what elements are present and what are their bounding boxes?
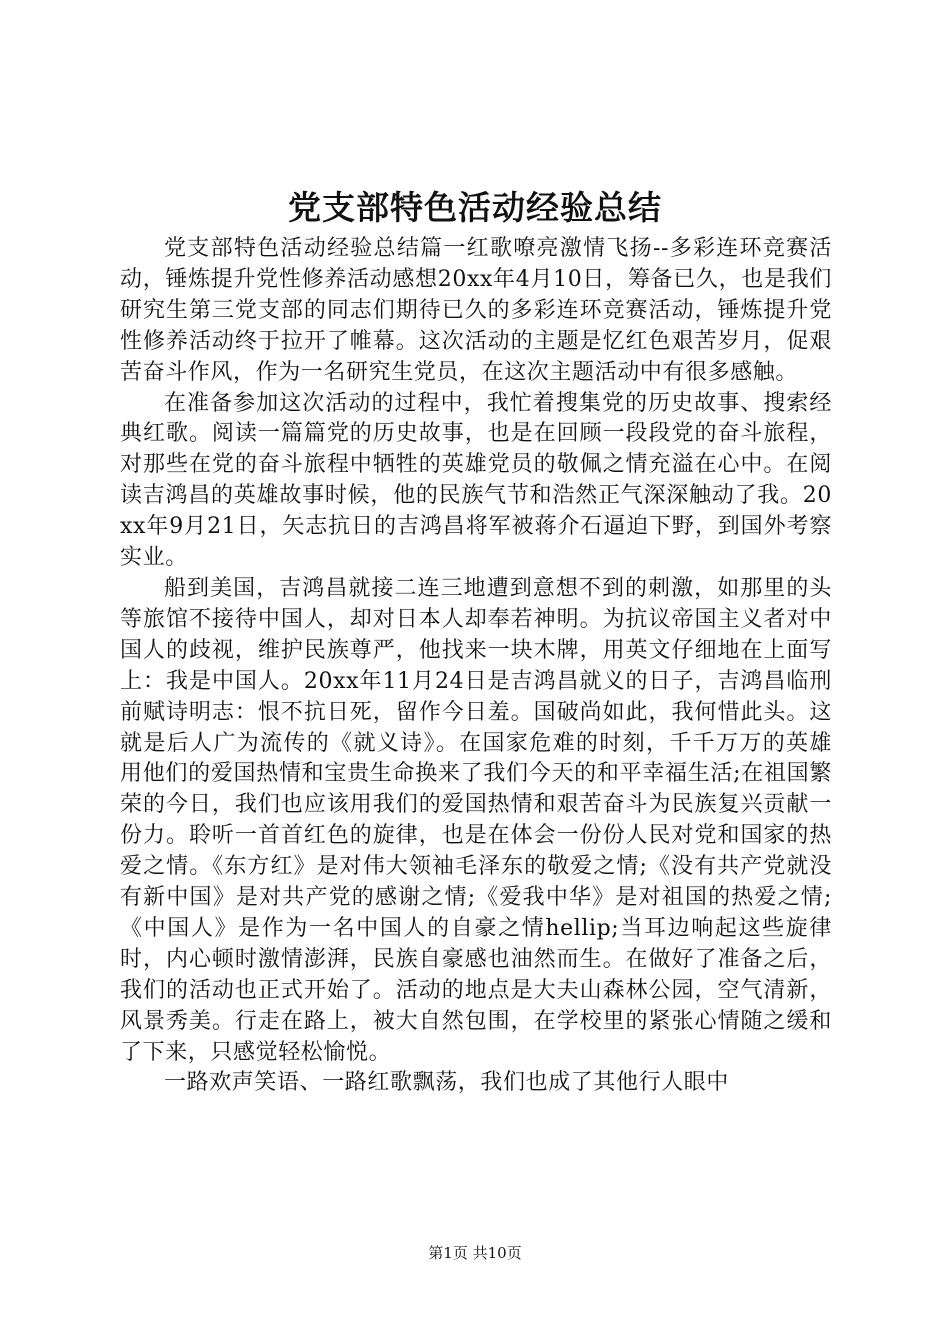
paragraph: 船到美国，吉鸿昌就接二连三地遭到意想不到的刺激，如那里的头等旅馆不接待中国人，却对日本人却奉若神明。为抗议帝国主义者对中国人的歧视，维护民族尊严，他找来一块木牌，用英文仔细地在上面写上：我是中国人。20xx年11月24日是吉鸿昌就义的日子，吉鸿昌临刑前赋诗明志：恨不抗日死，留作今日羞。国破尚如此，我何惜此头。这就是后人广为流传的《就义诗》。在国家危难的时刻，千千万万的英雄用他们的爱国热情和宝贵生命换来了我们今天的和平幸福生活;在祖国繁荣的今日，我们也应该用我们的爱国热情和艰苦奋斗为民族复兴贡献一份力。聆听一首首红色的旋律，也是在体会一份份人民对党和国家的热爱之情。《东方红》是对伟大领袖毛泽东的敬爱之情;《没有共产党就没有新中国》是对共产党的感谢之情;《爱我中华》是对祖国的热爱之情;《中国人》是作为一名中国人的自豪之情hellip;当耳边响起这些旋律时，内心顿时激情澎湃，民族自豪感也油然而生。在做好了准备之后，我们的活动也正式开始了。活动的地点是大夫山森林公园，空气清新，风景秀美。行走在路上，被大自然包围，在学校里的紧张心情随之缓和了下来，只感觉轻松愉悦。: [120, 575, 832, 1065]
paragraph: 一路欢声笑语、一路红歌飘荡，我们也成了其他行人眼中: [164, 1070, 730, 1096]
paragraph: 党支部特色活动经验总结篇一红歌嘹亮激情飞扬--多彩连环竞赛活动，锤炼提升党性修养活动感想20xx年4月10日，筹备已久，也是我们研究生第三党支部的同志们期待已久的多彩连环竞赛活动，锤炼提升党性修养活动终于拉开了帷幕。这次活动的主题是忆红色艰苦岁月，促艰苦奋斗作风，作为一名研究生党员，在这次主题活动中有很多感触。: [120, 236, 832, 385]
document-body: [120, 234, 832, 1099]
page-number-footer: 第1页 共10页: [428, 1244, 522, 1262]
paragraph: 在准备参加这次活动的过程中，我忙着搜集党的历史故事、搜索经典红歌。阅读一篇篇党的历史故事，也是在回顾一段段党的奋斗旅程，对那些在党的奋斗旅程中牺牲的英雄党员的敬佩之情充溢在心中。在阅读吉鸿昌的英雄故事时候，他的民族气节和浩然正气深深触动了我。20xx年9月21日，矢志抗日的吉鸿昌将军被蒋介石逼迫下野，到国外考察实业。: [120, 390, 832, 571]
document-title: 党支部特色活动经验总结: [288, 188, 662, 227]
